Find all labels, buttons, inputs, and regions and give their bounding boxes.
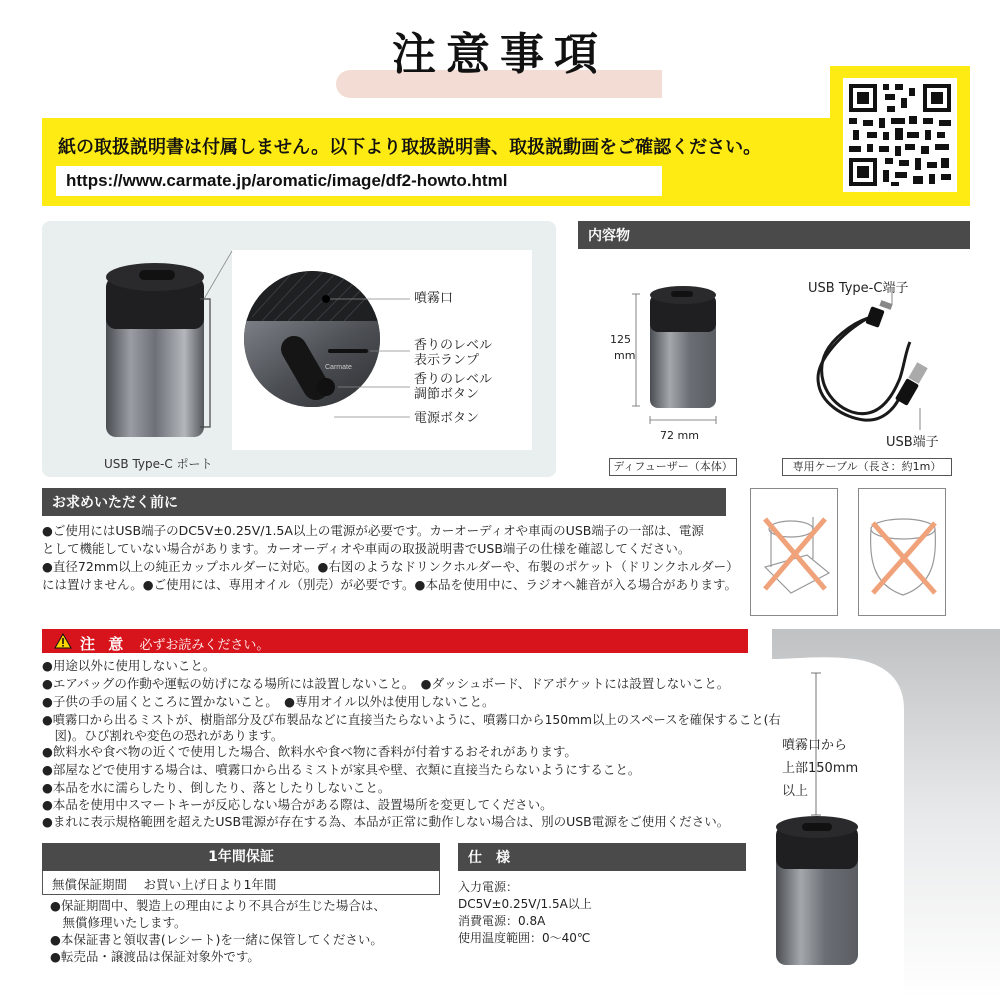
- callout-level-lamp-b: 表示ランプ: [414, 353, 480, 368]
- usb-terminal-label: USB端子: [886, 435, 939, 450]
- spec-line-4: 使用温度範囲：0～40℃: [458, 931, 591, 945]
- callout-level-button-b: 調節ボタン: [414, 387, 480, 402]
- ng-drink-holder-icon: [751, 489, 839, 617]
- warranty-period: 無償保証期間 お買い上げ日より1年間: [52, 877, 277, 892]
- contents-heading: 内容物: [578, 221, 970, 249]
- manual-url-link[interactable]: https://www.carmate.jp/aromatic/image/df2-howto.html: [66, 171, 508, 190]
- warning-line-2: ●エアバッグの作動や運転の妨げになる場所には設置しないこと。 ●ダッシュボード、ドアポケットには設置しないこと。: [42, 676, 730, 691]
- ng-fabric-pocket-icon: [859, 489, 947, 617]
- ng-fabric-pocket-image: [858, 488, 946, 616]
- warning-line-9: ●本品を使用中スマートキーが反応しない場合がある際は、設置場所を変更してください。: [42, 797, 553, 812]
- warranty-line-1: ●保証期間中、製造上の理由により不具合が生じた場合は、: [50, 898, 386, 913]
- callout-level-lamp-a: 香りのレベル: [414, 338, 493, 353]
- callout-spray-outlet: 噴霧口: [414, 291, 454, 306]
- warning-line-3: ●子供の手の届くところに置かないこと。 ●専用オイル以外は使用しないこと。: [42, 694, 495, 709]
- spec-line-1: 入力電源：: [458, 880, 519, 894]
- diffuser-caption: ディフューザー（本体）: [609, 458, 737, 476]
- clearance-text-3: 以上: [782, 784, 809, 799]
- before-line-3: ●直径72mm以上の純正カップホルダーに対応。●右図のようなドリンクホルダーや、布製のポケット（ドリンクホルダー）: [42, 559, 739, 574]
- callout-level-button-a: 香りのレベル: [414, 372, 493, 387]
- ng-drink-holder-image: [750, 488, 838, 616]
- warning-line-5: 図)。ひび割れや変色の恐れがあります。: [42, 728, 284, 743]
- cable-caption: 専用ケーブル（長さ：約1m）: [782, 458, 952, 476]
- before-line-4: には置けません。●ご使用には、専用オイル（別売）が必要です。●本品を使用中に、ラジオへ雑音が入る場合があります。: [42, 577, 737, 592]
- warning-line-1: ●用途以外に使用しないこと。: [42, 658, 216, 673]
- before-purchase-heading: お求めいただく前に: [42, 488, 726, 516]
- brand-mark: Carmate: [325, 364, 352, 371]
- spec-line-3: 消費電源：0.8A: [458, 914, 546, 928]
- warning-line-8: ●本品を水に濡らしたり、倒したり、落としたりしないこと。: [42, 780, 391, 795]
- usb-port-label: USB Type-C ポート: [104, 457, 213, 471]
- spec-line-2: DC5V±0.25V/1.5A以上: [458, 897, 592, 911]
- width-label: 72 mm: [660, 429, 699, 442]
- clearance-text-2: 上部150mm: [782, 761, 859, 776]
- before-line-1: ●ご使用にはUSB端子のDC5V±0.25V/1.5A以上の電源が必要です。カーオーディオや車両のUSB端子の一部は、電源: [42, 523, 704, 538]
- before-line-2: として機能していない場合があります。カーオーディオや車両の取扱説明書でUSB端子の仕様を確認してください。: [42, 541, 691, 556]
- spec-heading: 仕 様: [458, 843, 746, 871]
- warning-line-7: ●部屋などで使用する場合は、噴霧口から出るミストが家具や壁、衣類に直接当たらないようにすること。: [42, 762, 641, 777]
- warning-line-4: ●噴霧口から出るミストが、樹脂部分及び布製品などに直接当たらないように、噴霧口から150mm以上のスペースを確保すること(右: [42, 713, 781, 727]
- warning-subtitle: 必ずお読みください。: [139, 638, 270, 653]
- warranty-line-2: 無償修理いたします。: [50, 915, 187, 930]
- qr-code-icon: [843, 78, 957, 192]
- qr-code[interactable]: [843, 78, 957, 192]
- warning-line-6: ●飲料水や食べ物の近くで使用した場合、飲料水や食べ物に香料が付着するおそれがあります。: [42, 744, 577, 759]
- warning-title: 注 意: [80, 635, 128, 653]
- clearance-text-1: 噴霧口から: [782, 738, 848, 753]
- height-value: 125: [610, 333, 631, 346]
- manual-notice-text: 紙の取扱説明書は付属しません。以下より取扱説明書、取扱説動画をご確認ください。: [58, 137, 762, 158]
- clearance-illustration: [764, 629, 1000, 1000]
- warranty-heading: 1年間保証: [42, 843, 440, 871]
- warning-heading: [80, 633, 269, 654]
- warning-triangle-icon: [54, 633, 72, 649]
- height-unit: mm: [614, 349, 636, 362]
- page-title: 注意事項: [392, 29, 608, 80]
- warranty-line-3: ●本保証書と領収書(レシート)を一緒に保管してください。: [50, 932, 383, 947]
- callout-power-button: 電源ボタン: [414, 411, 480, 426]
- warranty-line-4: ●転売品・譲渡品は保証対象外です。: [50, 949, 260, 964]
- usb-c-terminal-label: USB Type-C端子: [808, 281, 909, 296]
- warning-line-10: ●まれに表示規格範囲を超えたUSB電源が存在する為、本品が正常に動作しない場合は、別のUSB電源をご使用ください。: [42, 814, 730, 829]
